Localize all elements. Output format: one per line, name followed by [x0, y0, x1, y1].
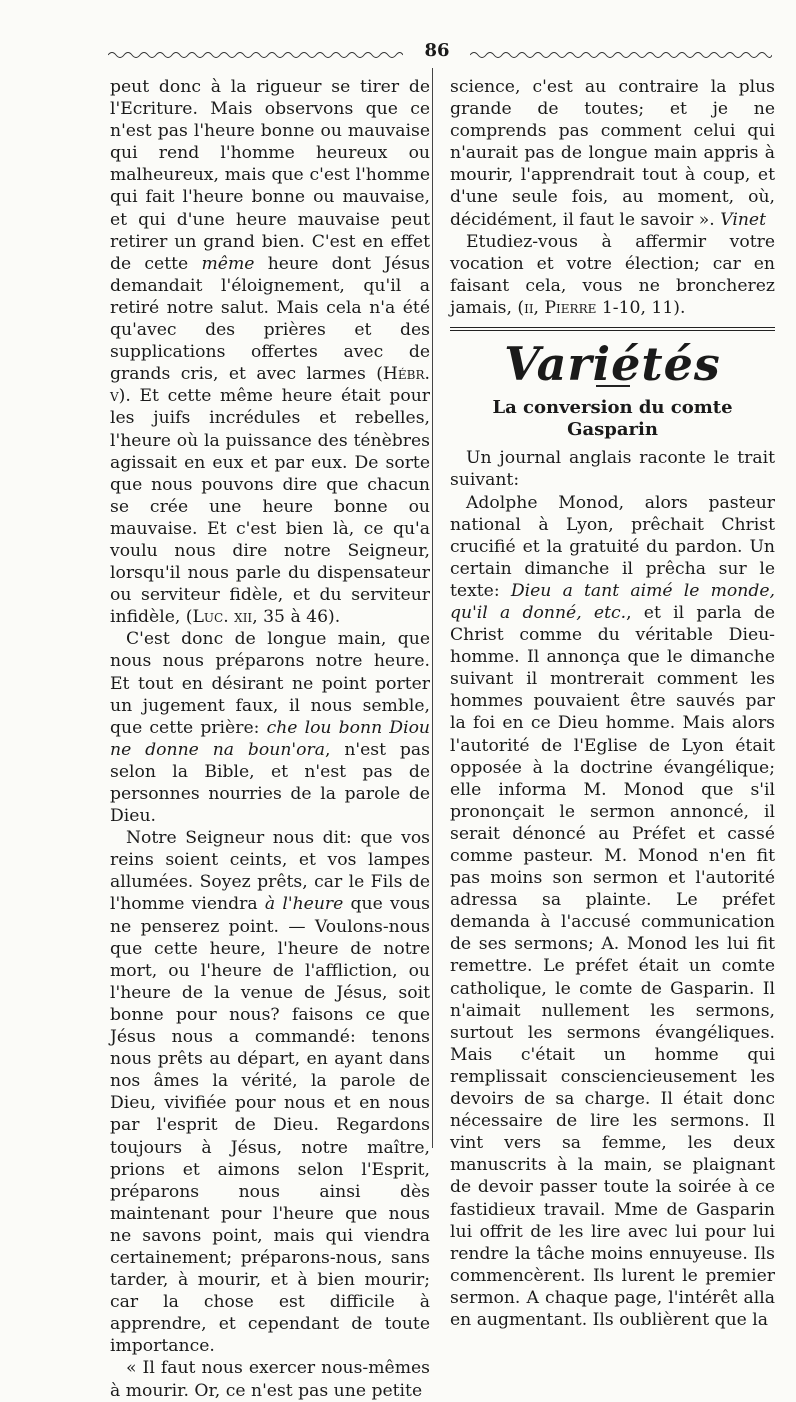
right-column: [450, 76, 775, 1331]
page-number: 86: [424, 40, 450, 61]
wavy-rule-left: [108, 50, 403, 60]
paragraph: science, c'est au contraire la plus grande de toutes; et je ne comprends pas comment celui qui n'aurait pas de longue main appris à mourir, l'apprendrait tout à coup, et d'une seule fois, au moment, où, décidément, il faut le savoir ». Vinet: [450, 77, 775, 230]
bible-reference: Hébr. v: [110, 364, 430, 407]
left-column: [110, 76, 430, 1402]
article-title: La conversion du comte Gasparin: [492, 397, 733, 441]
paragraph: C'est donc de longue main, que nous nous préparons notre heure. Et tout en désirant ne point porter un jugement faux, il nous semble, que cette prière: che lou bonn Diou ne donne na boun'ora, n'est pas selon la Bible, et n'est pas de personnes nourries de la parole de Dieu.: [110, 629, 431, 827]
page-header: [108, 42, 772, 66]
paragraph: Etudiez-vous à affermir votre vocation et votre élection; car en faisant cela, vous ne broncherez jamais, (ii, Pierre 1-10, 11).: [450, 231, 775, 318]
bible-reference: ii, Pierre 1-10, 11: [524, 297, 674, 318]
section-rule: [450, 327, 775, 331]
wavy-rule-right: [470, 50, 772, 60]
paragraph: peut donc à la rigueur se tirer de l'Ecriture. Mais observons que ce n'est pas l'heure bonne ou mauvaise qui rend l'homme heureux ou malheureux, mais que c'est l'homme qui fait l'heure bonne ou mauvaise, et qui d'une heure mauvaise peut retirer un grand bien. C'est en effet de cette même heure dont Jésus demandait l'éloignement, qu'il a retiré notre salut. Mais cela n'a été qu'avec des prières et des supplications offertes avec de grands cris, et avec larmes (Hébr. v). Et cette même heure était pour les juifs incrédules et rebelles, l'heure où la puissance des ténèbres agissait en eux et par eux. De sorte que nous pouvons dire que chacun se crée une heure bonne ou mauvaise. Et c'est bien là, ce qu'a voulu nous dire notre Seigneur, lorsqu'il nous parle du dispensateur ou serviteur fidèle, et du serviteur infidèle, (Luc. xii, 35 à 46).: [110, 77, 431, 628]
paragraph: Un journal anglais raconte le trait suivant:: [450, 448, 775, 491]
author-signature: Vinet: [720, 209, 766, 230]
paragraph: Adolphe Monod, alors pasteur national à Lyon, prêchait Christ crucifié et la gratuité du pardon. Un certain dimanche il prêcha sur le texte: Dieu a tant aimé le monde, qu'il a donné, etc., et il parla de Christ comme du véritable Dieu-homme. Il annonça que le dimanche suivant il montrerait comment les hommes pouvaient être sauvés par la foi en ce Dieu homme. Mais alors l'autorité de l'Eglise de Lyon était opposée à la doctrine évangélique; elle informa M. Monod que s'il prononçait le sermon annoncé, il serait dénoncé au Préfet et cassé comme pasteur. M. Monod n'en fit pas moins son sermon et l'autorité adressa sa plainte. Le préfet demanda à l'accusé communication de ses sermons; A. Monod les lui fit remettre. Le préfet était un comte catholique, le comte de Gasparin. Il n'aimait nullement les sermons, surtout les sermons évangéliques. Mais c'était un homme qui remplissait consciencieusement les devoirs de sa charge. Il était donc nécessaire de lire les sermons. Il vint vers sa femme, les deux manuscrits à la main, se plaignant de devoir passer toute la soirée à ce fastidieux travail. Mme de Gasparin lui offrit de les lire avec lui pour lui rendre la tâche moins ennuyeuse. Ils commencèrent. Ils lurent le premier sermon. A chaque page, l'intérêt alla en augmentant. Ils oublièrent que la: [450, 492, 775, 1330]
paragraph: Notre Seigneur nous dit: que vos reins soient ceints, et vos lampes allumées. Soyez prêts, car le Fils de l'homme viendra à l'heure que vous ne penserez point. — Voulons-nous que cette heure, l'heure de notre mort, ou l'heure de l'affliction, ou l'heure de la venue de Jésus, soit bonne pour nous? faisons ce que Jésus nous a commandé: tenons nous prêts au départ, en ayant dans nos âmes la vérité, la parole de Dieu, vivifiée pour nous et en nous par l'esprit de Dieu. Regardons toujours à Jésus, notre maître, prions et aimons selon l'Esprit, préparons nous ainsi dès maintenant pour l'heure que nous ne savons point, mais qui viendra certainement; préparons-nous, sans tarder, à mourir, et à bien mourir; car la chose est difficile à apprendre, et cependant de toute importance.: [110, 828, 430, 1357]
bible-reference: Luc. xii: [192, 607, 253, 628]
column-divider: [432, 68, 433, 1148]
section-title: Variétés: [504, 337, 721, 392]
paragraph: « Il faut nous exercer nous-mêmes à mourir. Or, ce n'est pas une petite: [110, 1358, 430, 1401]
